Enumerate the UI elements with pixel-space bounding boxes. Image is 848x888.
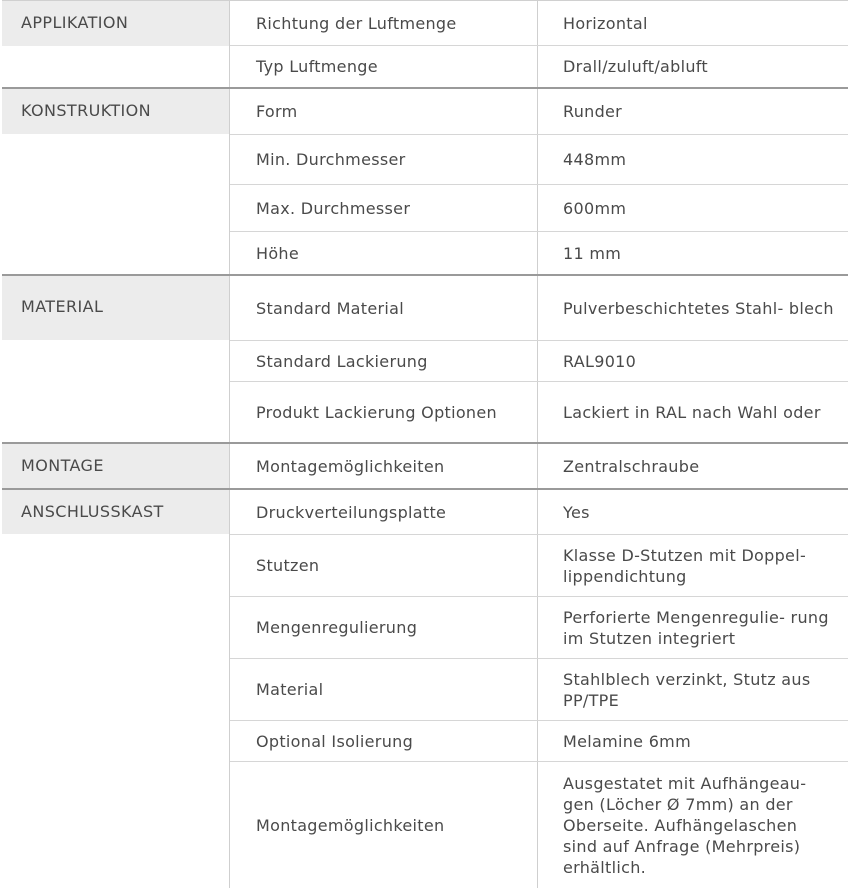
property-value: 11 mm: [537, 232, 848, 274]
table-row: [230, 1, 848, 45]
group-rows: [229, 1, 848, 87]
property-value: Runder: [537, 89, 848, 134]
property-value: 600mm: [537, 185, 848, 231]
category-cell: [2, 490, 229, 888]
group-rows: [229, 89, 848, 274]
table-row: [230, 490, 848, 534]
property-name: Material: [256, 680, 324, 699]
property-value: Klasse D-Stutzen mit Doppel- lippendichtung: [537, 535, 848, 596]
property-name: Montagemöglichkeiten: [256, 815, 445, 835]
group-material: [2, 276, 848, 444]
group-montage: [2, 444, 848, 490]
table-row: [230, 340, 848, 381]
group-rows: [229, 490, 848, 888]
property-name: Form: [256, 102, 298, 121]
table-row: [230, 89, 848, 134]
category-cell: [2, 1, 229, 87]
category-label: MONTAGE: [2, 444, 229, 488]
category-cell: [2, 444, 229, 488]
property-name: Richtung der Luftmenge: [256, 13, 457, 33]
category-cell: [2, 89, 229, 274]
property-name: Max. Durchmesser: [256, 198, 411, 218]
property-value: Perforierte Mengenregulie- rung im Stutzen integriert: [537, 597, 848, 658]
property-value: Pulverbeschichtetes Stahl- blech: [537, 276, 848, 340]
property-name: Min. Durchmesser: [256, 150, 406, 169]
property-value: Ausgestatet mit Aufhängeau- gen (Löcher Ø 7mm) an der Oberseite. Aufhängelaschen sind auf Anfrage (Mehrpreis) erhältlich.: [537, 762, 848, 888]
property-name: Standard Material: [256, 298, 404, 318]
property-name: Optional Isolierung: [256, 731, 414, 751]
group-rows: [229, 276, 848, 442]
table-row: [230, 45, 848, 87]
category-label: ANSCHLUSSKAST: [2, 490, 229, 534]
table-row: [230, 231, 848, 274]
table-row: [230, 276, 848, 340]
property-name: Mengenregulierung: [256, 618, 418, 637]
group-rows: [229, 444, 848, 488]
table-row: [230, 134, 848, 184]
category-label: APPLIKATION: [2, 1, 229, 46]
property-value: 448mm: [537, 135, 848, 184]
property-name: Standard Lackierung: [256, 351, 428, 371]
category-label: KONSTRUKTION: [2, 89, 229, 134]
table-row: [230, 720, 848, 761]
spec-table: [2, 0, 848, 888]
property-value: Drall/zuluft/abluft: [537, 46, 848, 87]
property-name: Produkt Lackierung Optionen: [256, 402, 497, 422]
table-row: [230, 761, 848, 888]
table-row: [230, 596, 848, 658]
property-value: Yes: [537, 490, 848, 534]
property-name: Höhe: [256, 243, 300, 263]
property-value: Stahlblech verzinkt, Stutz aus PP/TPE: [537, 659, 848, 720]
property-value: RAL9010: [537, 341, 848, 381]
property-value: Horizontal: [537, 1, 848, 45]
table-row: [230, 534, 848, 596]
property-value: Melamine 6mm: [537, 721, 848, 761]
table-row: [230, 444, 848, 488]
property-name: Typ Luftmenge: [256, 57, 378, 76]
category-cell: [2, 276, 229, 442]
group-applikation: [2, 0, 848, 89]
property-value: Lackiert in RAL nach Wahl oder: [537, 382, 848, 442]
group-konstruktion: [2, 89, 848, 276]
property-name: Druckverteilungsplatte: [256, 502, 447, 522]
property-name: Montagemöglichkeiten: [256, 456, 445, 476]
property-value: Zentralschraube: [537, 444, 848, 488]
table-row: [230, 658, 848, 720]
table-row: [230, 381, 848, 442]
table-row: [230, 184, 848, 231]
property-name: Stutzen: [256, 556, 320, 575]
category-label: MATERIAL: [2, 276, 229, 340]
group-anschlusskast: [2, 490, 848, 888]
